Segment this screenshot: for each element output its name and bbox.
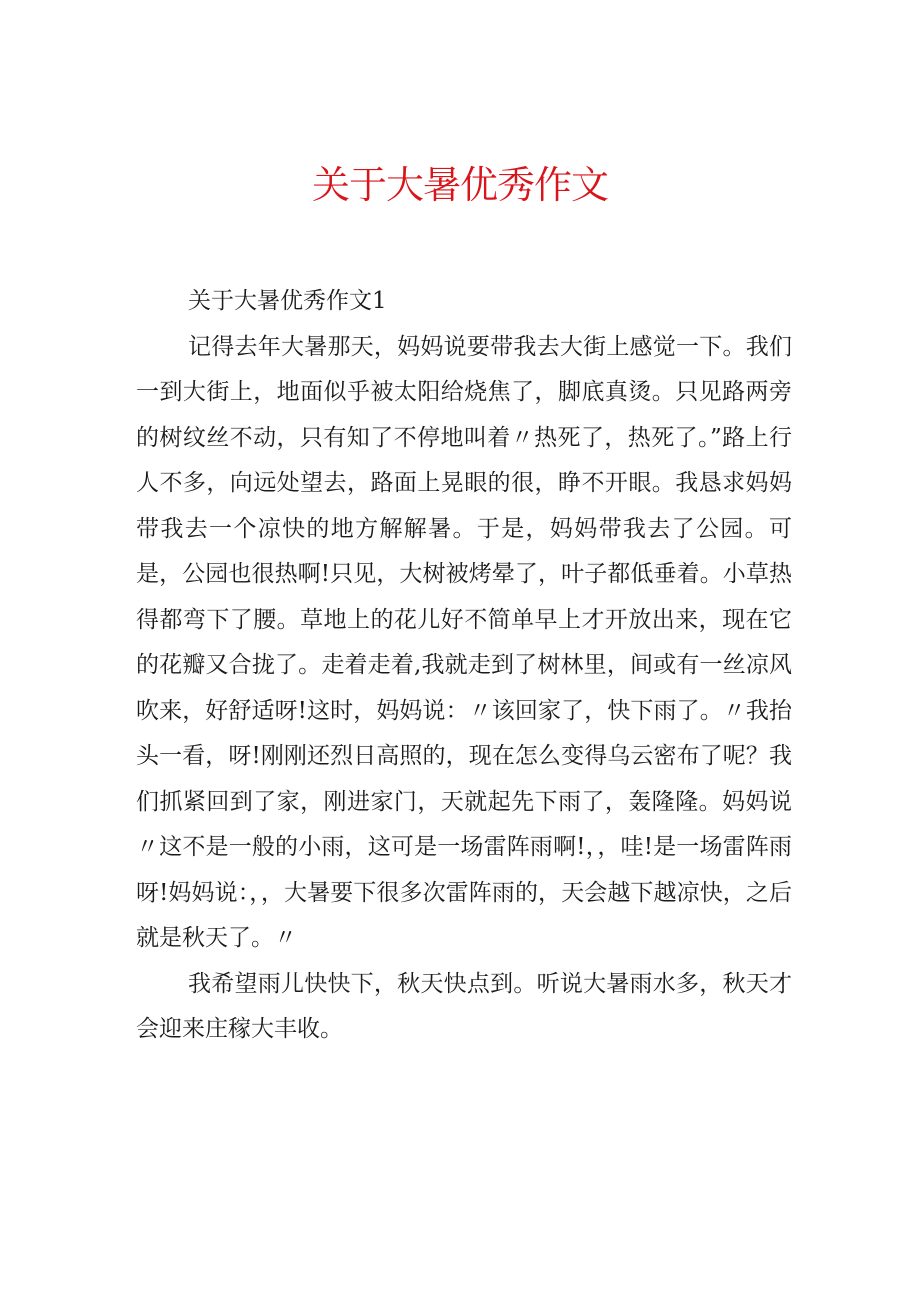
paragraph-2: 我希望雨儿快快下，秋天快点到。听说大暑雨水多，秋天才会迎来庄稼大丰收。 (136, 970, 792, 1042)
paragraph-1: 记得去年大暑那天，妈妈说要带我去大街上感觉一下。我们一到大街上，地面似乎被太阳给烧焦了，脚底真烫。只见路两旁的树纹丝不动，只有知了不停地叫着〃热死了，热死了。”路上行人不多，向远处望去，路面上晃眼的很，睁不开眼。我恳求妈妈带我去一个凉快的地方解解暑。于是，妈妈带我去了公园。可是，公园也很热啊!只见，大树被烤晕了，叶子都低垂着。小草热得都弯下了腰。草地上的花儿好不简单早上才开放出来，现在它的花瓣又合拢了。走着走着,我就走到了树林里，间或有一丝凉风吹来，好舒适呀!这时，妈妈说：〃该回家了，快下雨了。〃我抬头一看，呀!刚刚还烈日高照的，现在怎么变得乌云密布了呢？我们抓紧回到了家，刚进家门，天就起先下雨了，轰隆隆。妈妈说〃这不是一般的小雨，这可是一场雷阵雨啊!，，哇!是一场雷阵雨呀!妈妈说：，，大暑要下很多次雷阵雨的，天会越下越凉快，之后就是秋天了。〃 (136, 333, 792, 951)
document-body (136, 279, 792, 1053)
section-heading: 关于大暑优秀作文1 (188, 288, 387, 314)
document-title: 关于大暑优秀作文 (311, 163, 608, 207)
